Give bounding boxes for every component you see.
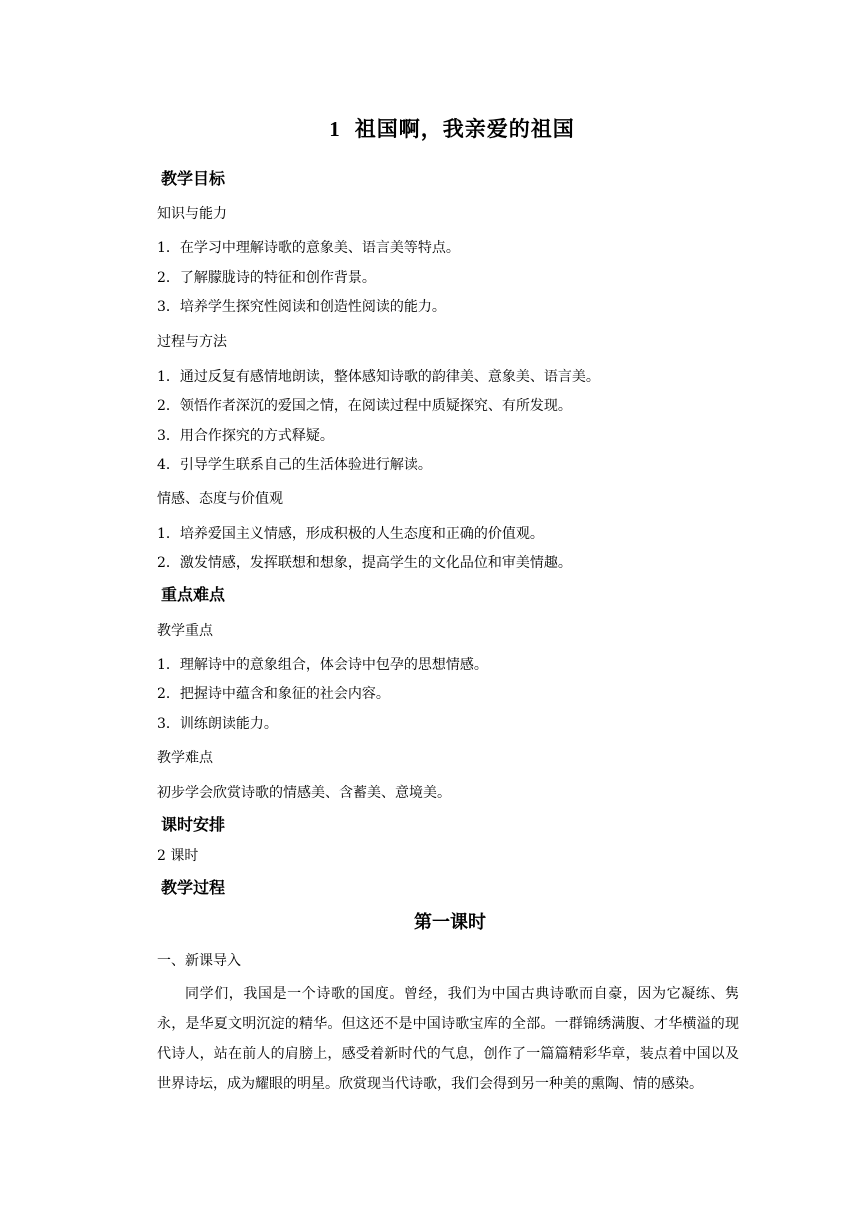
key-item: 3．训练朗读能力。 <box>157 716 278 732</box>
page-title <box>0 113 860 143</box>
title-number: 1 <box>329 117 341 141</box>
knowledge-item: 3．培养学生探究性阅读和创造性阅读的能力。 <box>157 299 446 315</box>
subheading-intro: 一、新课导入 <box>157 953 241 969</box>
schedule-text: 2 课时 <box>157 848 199 864</box>
heading-teaching-goals: 教学目标 <box>161 169 226 188</box>
heading-key-difficult: 重点难点 <box>161 585 226 604</box>
title-text: 祖国啊，我亲爱的祖国 <box>354 117 575 141</box>
heading-schedule: 课时安排 <box>161 815 226 834</box>
heading-teaching-process: 教学过程 <box>161 878 226 897</box>
key-item: 2．把握诗中蕴含和象征的社会内容。 <box>157 686 390 702</box>
process-item: 2．领悟作者深沉的爱国之情，在阅读过程中质疑探究、有所发现。 <box>157 398 572 414</box>
subheading-emotion: 情感、态度与价值观 <box>157 491 283 507</box>
subheading-process: 过程与方法 <box>157 334 227 350</box>
process-item: 1．通过反复有感情地朗读，整体感知诗歌的韵律美、意象美、语言美。 <box>157 369 600 385</box>
knowledge-item: 1．在学习中理解诗歌的意象美、语言美等特点。 <box>157 240 460 256</box>
process-item: 3．用合作探究的方式释疑。 <box>157 428 334 444</box>
emotion-item: 2．激发情感，发挥联想和想象，提高学生的文化品位和审美情趣。 <box>157 555 572 571</box>
subheading-key: 教学重点 <box>157 623 213 639</box>
subheading-difficult: 教学难点 <box>157 750 213 766</box>
key-item: 1．理解诗中的意象组合，体会诗中包孕的思想情感。 <box>157 657 488 673</box>
process-item: 4．引导学生联系自己的生活体验进行解读。 <box>157 457 432 473</box>
lesson-one-title: 第一课时 <box>414 912 486 933</box>
emotion-item: 1．培养爱国主义情感，形成积极的人生态度和正确的价值观。 <box>157 526 544 542</box>
difficult-text: 初步学会欣赏诗歌的情感美、含蓄美、意境美。 <box>157 785 451 801</box>
intro-paragraph: 同学们，我国是一个诗歌的国度。曾经，我们为中国古典诗歌而自豪，因为它凝练、隽永，是华夏文明沉淀的精华。但这还不是中国诗歌宝库的全部。一群锦绣满腹、才华横溢的现代诗人，站在前人的肩膀上，感受着新时代的气息，创作了一篇篇精彩华章，装点着中国以及世界诗坛，成为耀眼的明星。欣赏现当代诗歌，我们会得到另一种美的熏陶、情的感染。 <box>157 986 739 1092</box>
knowledge-item: 2．了解朦胧诗的特征和创作背景。 <box>157 270 376 286</box>
subheading-knowledge: 知识与能力 <box>157 206 227 222</box>
